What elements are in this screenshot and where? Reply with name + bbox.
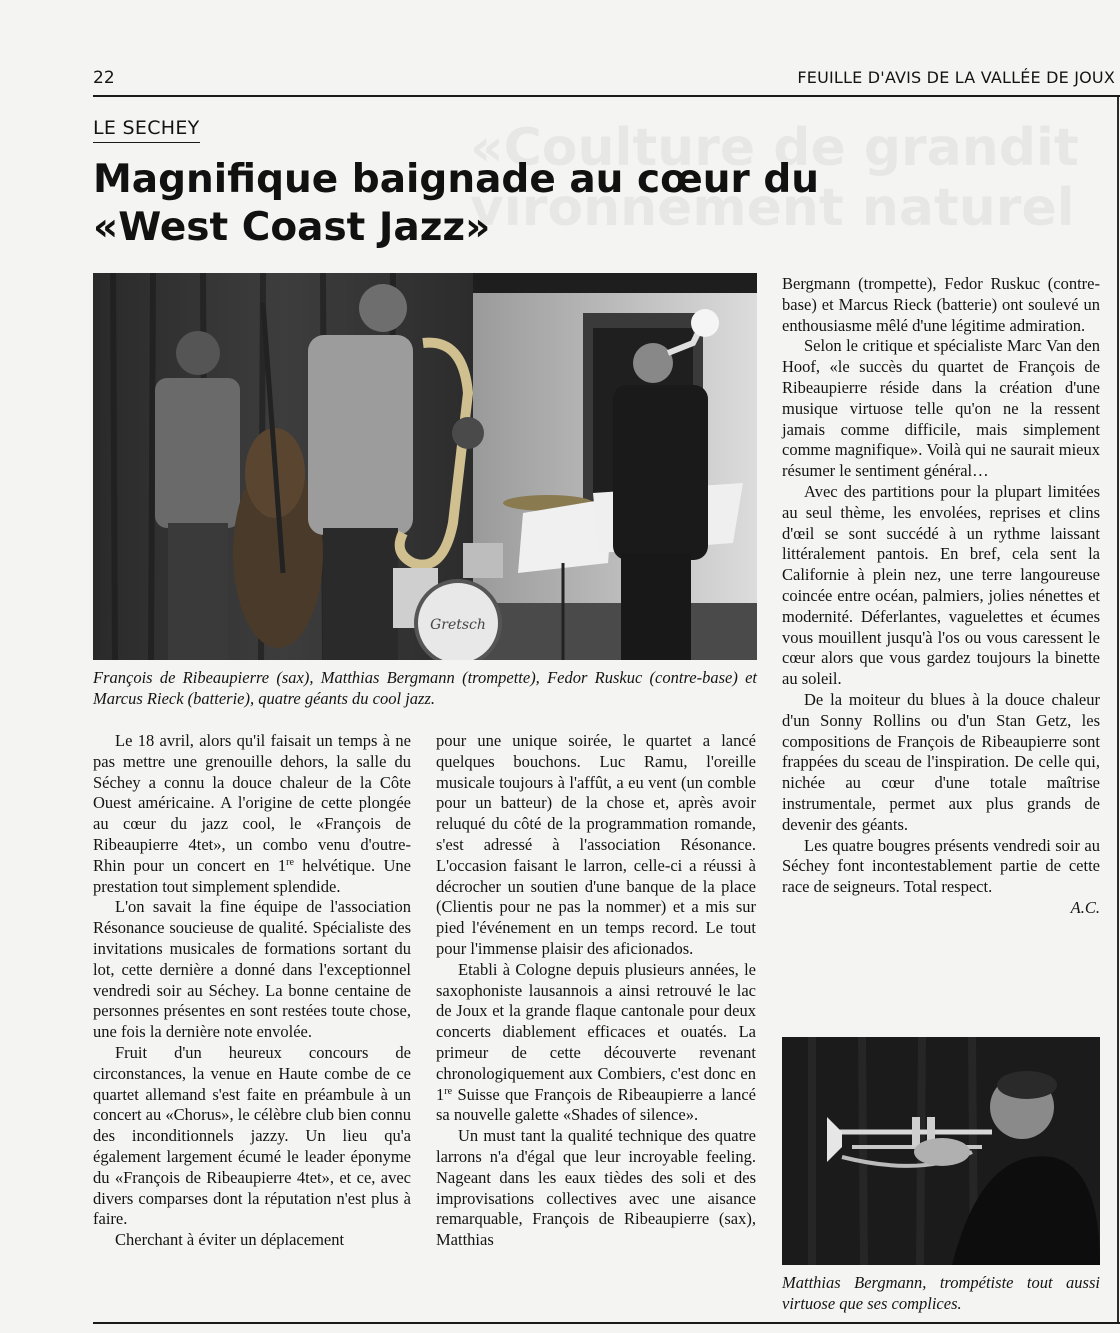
- trumpeter-photo-caption: Matthias Bergmann, trompétiste tout aussi virtuose que ses complices.: [782, 1273, 1100, 1313]
- paragraph: pour une unique soirée, le quartet a lancé quelques bouchons. Luc Ramu, l'oreille musicale toujours à l'affût, a eu vent (un comble pour un batteur) de la chose et, après avoir reluqué du côté de la programmation romande, s'est adressé à l'association Résonance. L'occasion faisant le larron, celle-ci a réussi à décrocher un soutien d'une banque de la place (Clientis pour ne pas la nommer) et a mis sur pied l'événement en un temps record. Le tout pour l'immense plaisir des aficionados.: [436, 731, 756, 958]
- headline-line-2: «West Coast Jazz»: [93, 205, 491, 250]
- concert-photo-illustration: [93, 273, 757, 660]
- trumpeter-photo-illustration: [782, 1037, 1100, 1265]
- section-label: LE SECHEY: [93, 117, 200, 143]
- paragraph: Fruit d'un heureux concours de circonstances, la venue en Haute combe de ce quartet allemand s'est faite en préambule à un concert au «Chorus», le célèbre club bien connu des inconditionnels jazzy. Un lieu qu'a également largement écumé le leader éponyme du «François de Ribeaupierre 4tet», et ce, avec divers comparses dont la réputation n'est plus à faire.: [93, 1042, 411, 1229]
- article-column-2: [436, 731, 756, 1251]
- concert-photo: [93, 273, 757, 660]
- page-header: [93, 68, 1115, 96]
- newspaper-name: FEUILLE D'AVIS DE LA VALLÉE DE JOUX: [797, 68, 1115, 87]
- paragraph: Avec des partitions pour la plupart limitées au seul thème, les envolées, reprises et clins d'œil se sont succédé à un rythme laissant littéralement pantois. En bref, cela sent la Californie à plein nez, une terre langoureuse coincée entre océan, palmiers, jolies nénettes et modernité. Déferlantes, vaguelettes et écumes vous mouillent jusqu'à l'os ou vous caressent le cœur alors que vous gardez toujours la binette au soleil.: [782, 481, 1100, 689]
- paragraph: Bergmann (trompette), Fedor Ruskuc (contre-base) et Marcus Rieck (batterie) ont soulevé un enthousiasme mêlé d'une légitime admiration.: [782, 274, 1100, 335]
- page-number: 22: [93, 68, 115, 88]
- paragraph: L'on savait la fine équipe de l'association Résonance soucieuse de qualité. Spécialiste des invitations musicales de formations sortant du lot, cette dernière a donné dans l'exceptionnel vendredi soir au Séchey. La bonne centaine de personnes présentes en sont restées toute chose, une fois la dernière note envolée.: [93, 897, 411, 1042]
- article-column-1: [93, 731, 411, 1251]
- trumpeter-photo: [782, 1037, 1100, 1265]
- paragraph: Les quatre bougres présents vendredi soir au Séchey font incontestablement partie de cette race de seigneurs. Total respect.: [782, 835, 1100, 897]
- column-edge-rule: [1117, 97, 1119, 1322]
- header-rule: [93, 95, 1120, 97]
- paragraph: Selon le critique et spécialiste Marc Van den Hoof, «le succès du quartet de François de Ribeaupierre réside dans la création d'une musique virtuose telle qu'on ne la ressent jamais comme difficile, mais simplement comme magnifique». Voilà qui ne saurait mieux résumer le sentiment général…: [782, 336, 1100, 481]
- paragraph: Le 18 avril, alors qu'il faisait un temps à ne pas mettre une grenouille dehors, la salle du Séchey a connu la douce chaleur de la Côte Ouest américaine. A l'origine de cette plongée au cœur du jazz cool, le «François de Ribeaupierre 4tet», un combo venu d'outre-Rhin pour un concert en 1re helvétique. Une prestation tout simplement splendide.: [93, 731, 412, 896]
- drum-logo: Gretsch: [430, 617, 486, 633]
- bleed-through-text: «Coulture de grandit vironnement naturel: [470, 118, 1079, 238]
- footer-rule: [93, 1322, 1120, 1324]
- paragraph: Etabli à Cologne depuis plusieurs années, le saxophoniste lausannois a ainsi retrouvé le lac de Joux et la grande flaque cantonale pour deux concerts diablement efficaces et ouatés. La primeur de cette découverte revenant chronologiquement aux Combiers, c'est donc en 1re Suisse que François de Ribeaupierre a lancé sa nouvelle galette «Shades of silence».: [436, 959, 756, 1125]
- author-signature: A.C.: [1070, 897, 1100, 917]
- paragraph: Cherchant à éviter un déplacement: [115, 1230, 345, 1250]
- headline: [93, 156, 893, 252]
- main-photo-caption: François de Ribeaupierre (sax), Matthias Bergmann (trompette), Fedor Ruskuc (contre-base) et Marcus Rieck (batterie), quatre géants du cool jazz.: [93, 668, 757, 708]
- headline-line-1: Magnifique baignade au cœur du: [93, 157, 820, 202]
- article-column-3: [782, 274, 1100, 919]
- paragraph: De la moiteur du blues à la douce chaleur d'un Sonny Rollins ou d'un Stan Getz, les compositions de François de Ribeaupierre sont frappées du sceau de l'inspiration. De celle qui, nichée au cœur d'une totale maîtrise instrumentale, permet aux plus grands de devenir des géants.: [782, 689, 1100, 834]
- paragraph: Un must tant la qualité technique des quatre larrons n'a d'égal que leur incroyable feeling. Nageant dans les eaux tièdes des soli et des improvisations collectives avec une aisance remarquable, François de Ribeaupierre (sax), Matthias: [436, 1126, 756, 1250]
